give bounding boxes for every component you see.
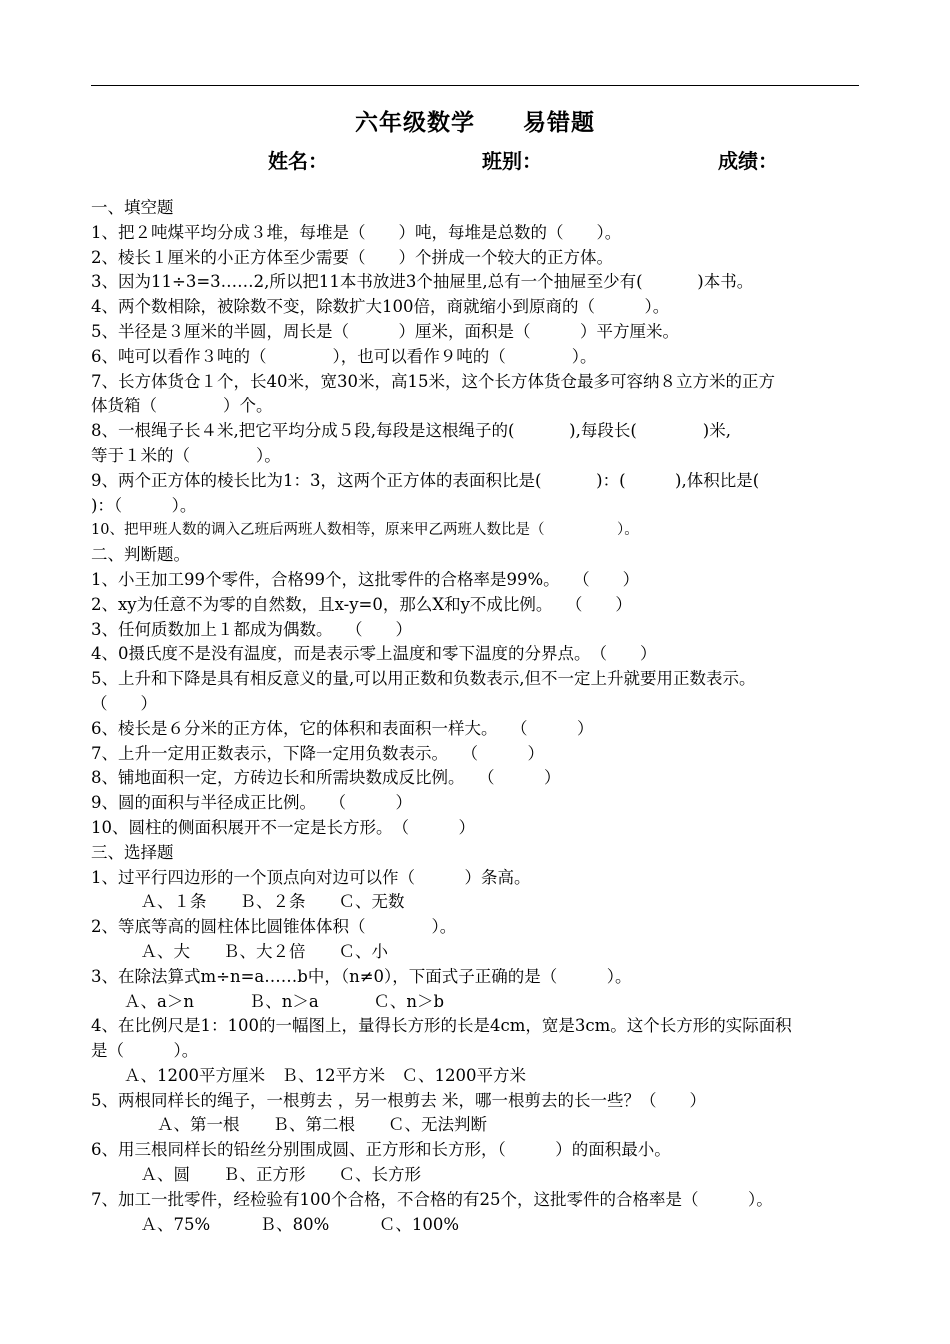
question-line: 8、铺地面积一定，方砖边长和所需块数成反比例。 （ ） xyxy=(91,768,561,788)
question-line: Ａ、１条 Ｂ、２条 Ｃ、无数 xyxy=(91,892,405,912)
question-line: 6、吨可以看作３吨的（ ），也可以看作９吨的（ ）。 xyxy=(91,346,597,366)
question-line: 4、0摄氏度不是没有温度，而是表示零上温度和零下温度的分界点。 （ ） xyxy=(91,644,657,664)
question-line: 2、xy为任意不为零的自然数，且x-y=0，那么X和y不成比例。 （ ） xyxy=(91,594,632,614)
question-line: Ａ、1200平方厘米 Ｂ、12平方米 Ｃ、1200平方米 xyxy=(91,1065,526,1085)
name-label: 姓名： xyxy=(268,149,328,173)
score-label: 成绩： xyxy=(718,149,778,173)
class-label: 班别： xyxy=(482,149,542,173)
question-line: 5、半径是３厘米的半圆，周长是（ ）厘米，面积是（ ）平方厘米。 xyxy=(91,321,679,341)
question-line: 1、过平行四边形的一个顶点向对边可以作（ ）条高。 xyxy=(91,867,531,887)
question-line: 10、圆柱的侧面积展开不一定是长方形。 （ ） xyxy=(91,817,475,837)
question-line: 体货箱（ ）个。 xyxy=(91,396,273,416)
question-line: 1、把２吨煤平均分成３堆，每堆是（ ）吨，每堆是总数的（ ）。 xyxy=(91,222,622,242)
question-line: )：（ ）。 xyxy=(91,495,197,515)
question-line: 7、上升一定用正数表示，下降一定用负数表示。 （ ） xyxy=(91,743,544,763)
question-line: 三、选择题 xyxy=(91,842,174,862)
question-line: 2、等底等高的圆柱体比圆锥体体积（ ）。 xyxy=(91,917,457,937)
question-line: 6、棱长是６分米的正方体，它的体积和表面积一样大。 （ ） xyxy=(91,718,594,738)
question-line: 一、填空题 xyxy=(91,198,174,217)
question-line: 3、在除法算式m÷n=a……b中，（n≠0），下面式子正确的是（ ）。 xyxy=(91,966,632,986)
question-line: 3、因为11÷3=3……2,所以把11本书放进3个抽屉里,总有一个抽屉至少有( )本书。 xyxy=(91,272,754,292)
question-line: 8、一根绳子长４米,把它平均分成５段,每段是这根绳子的( ),每段长( )米, xyxy=(91,421,731,441)
page-title: 六年级数学 易错题 xyxy=(355,110,595,136)
top-rule xyxy=(91,85,859,86)
question-line: 1、小王加工99个零件，合格99个，这批零件的合格率是99%。 （ ） xyxy=(91,569,640,589)
question-line: 10、把甲班人数的调入乙班后两班人数相等，原来甲乙两班人数比是（ ）。 xyxy=(91,522,639,539)
question-line: 5、两根同样长的绳子，一根剪去 ，另一根剪去 米，哪一根剪去的长一些？（ ） xyxy=(91,1090,706,1110)
question-line: 3、任何质数加上１都成为偶数。 （ ） xyxy=(91,619,412,639)
question-line: 9、圆的面积与半径成正比例。 （ ） xyxy=(91,793,412,813)
question-line: 是（ ）。 xyxy=(91,1041,199,1061)
question-line: 9、两个正方体的棱长比为1：3，这两个正方体的表面积比是( )：( ),体积比是( xyxy=(91,470,760,490)
question-line: 等于１米的（ ）。 xyxy=(91,445,281,465)
question-line: 4、在比例尺是1：100的一幅图上，量得长方形的长是4cm，宽是3cm。这个长方形的实际面积 xyxy=(91,1016,792,1036)
question-line: 4、两个数相除，被除数不变，除数扩大100倍，商就缩小到原商的（ ）。 xyxy=(91,297,670,317)
question-line: （ ） xyxy=(91,693,157,713)
question-line: Ａ、第一根 Ｂ、第二根 Ｃ、无法判断 xyxy=(91,1115,487,1135)
question-line: 5、上升和下降是具有相反意义的量,可以用正数和负数表示,但不一定上升就要用正数表示。 xyxy=(91,669,756,689)
question-line: 7、长方体货仓１个，长40米，宽30米，高15米，这个长方体货仓最多可容纳８立方米的正方 xyxy=(91,371,775,391)
question-line: 2、棱长１厘米的小正方体至少需要（ ）个拼成一个较大的正方体。 xyxy=(91,247,613,267)
question-line: Ａ、大 Ｂ、大２倍 Ｃ、小 xyxy=(91,941,388,961)
question-line: Ａ、75% Ｂ、80% Ｃ、100% xyxy=(91,1214,460,1234)
question-line: Ａ、圆 Ｂ、正方形 Ｃ、长方形 xyxy=(91,1165,421,1185)
question-line: Ａ、a＞n Ｂ、n＞a Ｃ、n＞b xyxy=(91,991,445,1011)
question-line: 6、用三根同样长的铅丝分别围成圆、正方形和长方形，（ ）的面积最小。 xyxy=(91,1140,671,1160)
question-line: 二、判断题。 xyxy=(91,545,190,565)
question-line: 7、加工一批零件，经检验有100个合格，不合格的有25个，这批零件的合格率是（ ）。 xyxy=(91,1189,773,1209)
question-body xyxy=(91,196,863,1237)
